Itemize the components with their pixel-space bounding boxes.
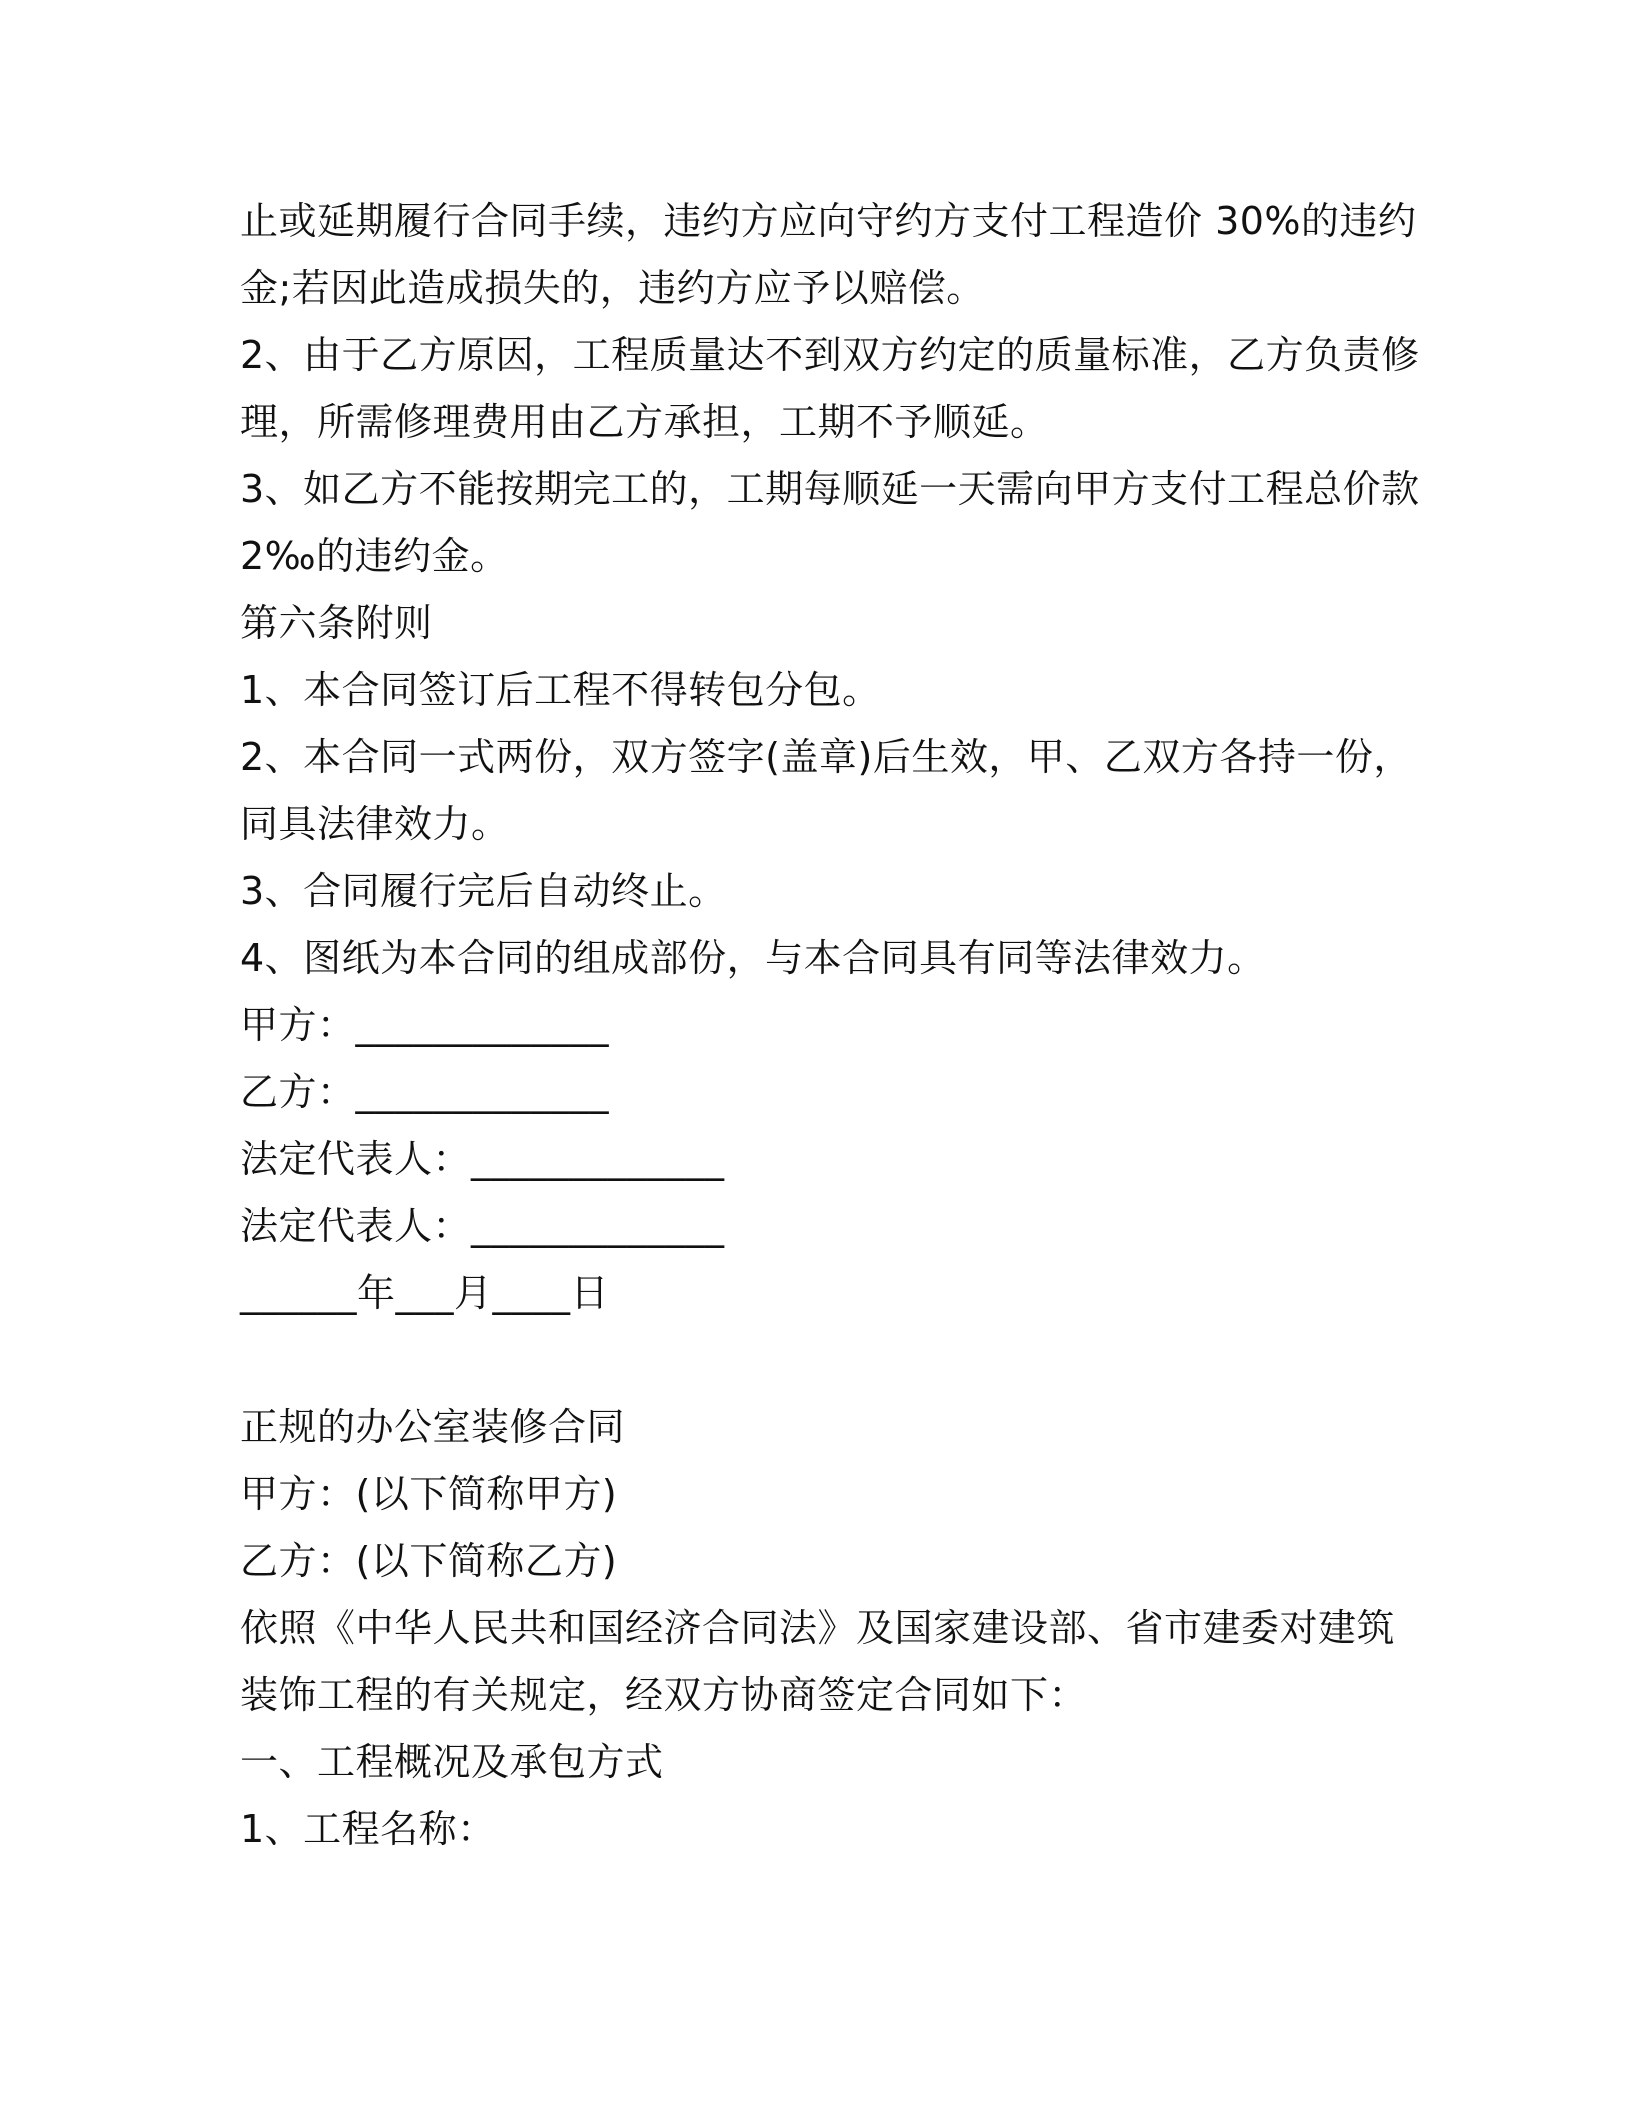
section-heading: 第六条附则	[240, 601, 433, 645]
signature-line-legal-rep: 法定代表人：_____________	[240, 1204, 725, 1248]
paragraph-line: 止或延期履行合同手续，违约方应向守约方支付工程造价 30%的违约	[240, 199, 1417, 243]
paragraph-line: 1、工程名称：	[240, 1807, 496, 1851]
section-heading: 一、工程概况及承包方式	[240, 1740, 664, 1784]
date-line: ______年___月____日	[240, 1271, 610, 1315]
paragraph-line: 理，所需修理费用由乙方承担，工期不予顺延。	[240, 400, 1049, 444]
paragraph-line: 甲方：(以下简称甲方)	[240, 1472, 618, 1516]
paragraph-line: 4、图纸为本合同的组成部份，与本合同具有同等法律效力。	[240, 936, 1266, 980]
blank-line	[240, 1327, 1420, 1394]
paragraph-line: 2、本合同一式两份，双方签字(盖章)后生效，甲、乙双方各持一份，	[240, 735, 1412, 779]
paragraph-line: 3、合同履行完后自动终止。	[240, 869, 727, 913]
signature-line-party-b: 乙方：_____________	[240, 1070, 610, 1114]
document-page	[240, 188, 1420, 1863]
paragraph-line: 装饰工程的有关规定，经双方协商签定合同如下：	[240, 1673, 1088, 1717]
paragraph-line: 2、由于乙方原因，工程质量达不到双方约定的质量标准，乙方负责修	[240, 333, 1420, 377]
paragraph-line: 金;若因此造成损失的，违约方应予以赔偿。	[240, 266, 985, 310]
paragraph-line: 乙方：(以下简称乙方)	[240, 1539, 618, 1583]
paragraph-line: 3、如乙方不能按期完工的，工期每顺延一天需向甲方支付工程总价款	[240, 467, 1420, 511]
paragraph-line: 2‰的违约金。	[240, 534, 509, 578]
paragraph-line: 1、本合同签订后工程不得转包分包。	[240, 668, 881, 712]
signature-line-party-a: 甲方：_____________	[240, 1003, 610, 1047]
paragraph-line: 依照《中华人民共和国经济合同法》及国家建设部、省市建委对建筑	[240, 1606, 1396, 1650]
document-title: 正规的办公室装修合同	[240, 1405, 626, 1449]
signature-line-legal-rep: 法定代表人：_____________	[240, 1137, 725, 1181]
paragraph-line: 同具法律效力。	[240, 802, 510, 846]
